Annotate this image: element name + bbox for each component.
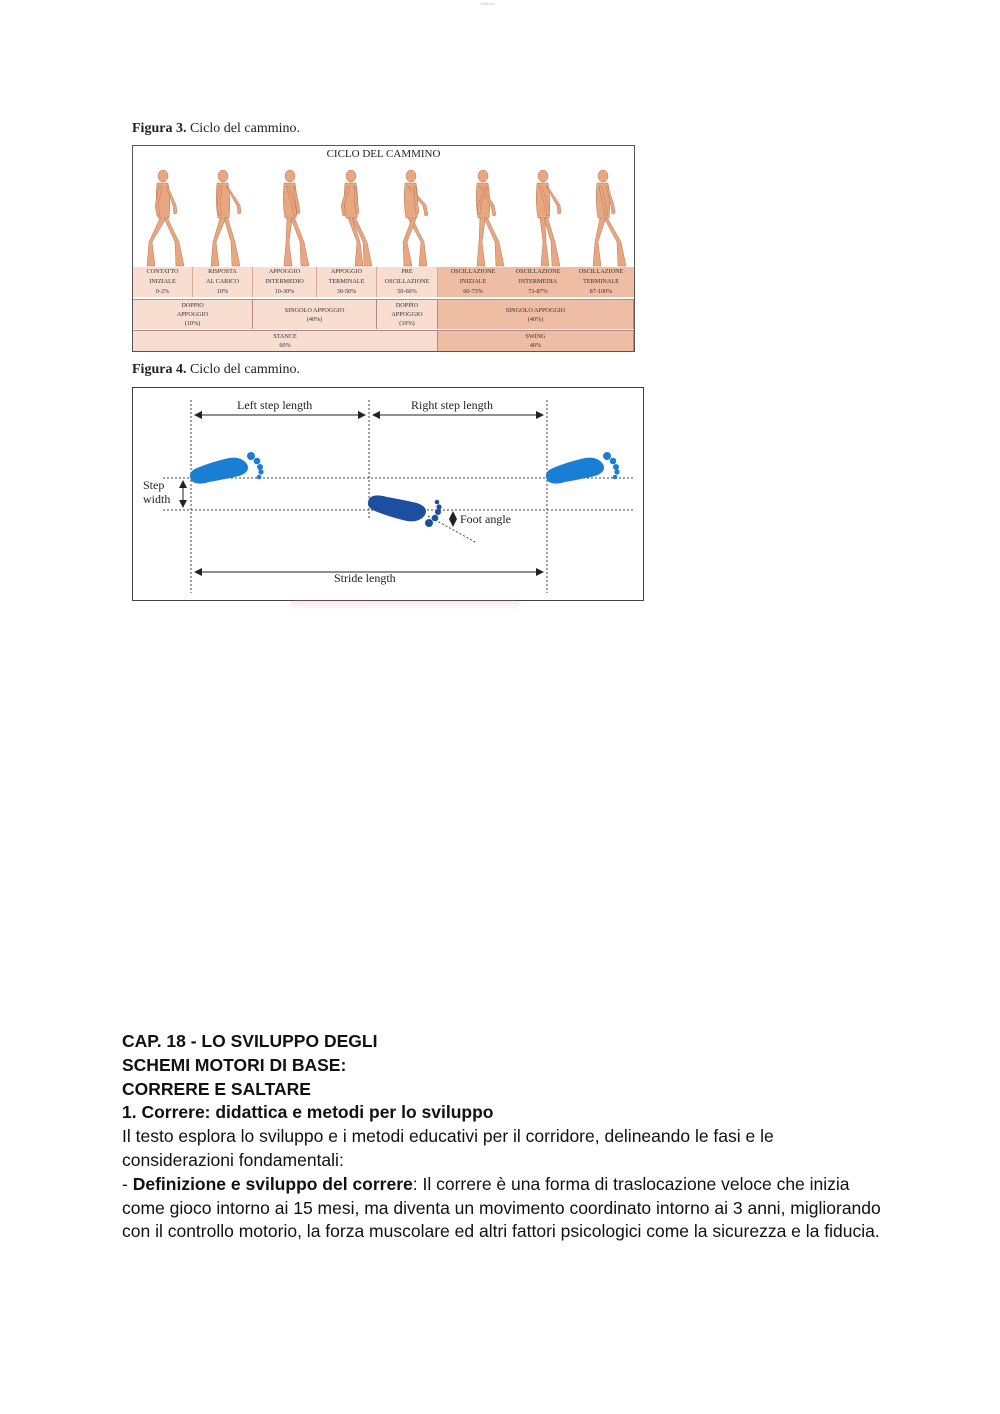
figure4-caption — [132, 362, 300, 378]
walking-figure — [211, 170, 241, 266]
support-doppio-appoggio-1: DOPPIO APPOGGIO (10%) — [133, 299, 253, 329]
walking-figure — [536, 170, 561, 266]
phase-row — [133, 267, 634, 297]
left-step-length-label: Left step length — [237, 398, 313, 412]
definition-paragraph: - Definizione e sviluppo del correre: Il correre è una forma di traslocazione veloce che inizia come gioco intorno ai 15 mesi, ma diventa un movimento coordinato intorno ai 3 anni, migliorando con il controllo motorio, la forza muscolare ed altri fattori psicologici come la sicurezza e la fiducia. — [122, 1173, 881, 1242]
walking-figure — [341, 170, 372, 266]
right-step-length-label: Right step length — [411, 398, 493, 412]
phase-contatto-iniziale: CONTATTO INIZIALE 0-2% — [133, 267, 193, 297]
support-singolo-appoggio-2: SINGOLO APPOGGIO (40%) — [438, 299, 634, 329]
section-subtitle: 1. Correre: didattica e metodi per lo sviluppo — [122, 1102, 494, 1123]
stride-length-label: Stride length — [334, 571, 396, 585]
right-footprint-icon — [546, 452, 620, 484]
phase-oscillazione-intermedia: OSCILLAZIONE INTERMEDIA 73-87% — [508, 267, 568, 297]
walking-figure — [283, 170, 309, 266]
support-doppio-appoggio-2: DOPPIO APPOGGIO (10%) — [377, 299, 438, 329]
header-watermark: Studocu — [480, 1, 495, 6]
left-footprint-icon — [190, 452, 264, 484]
faint-watermark — [290, 600, 520, 610]
walking-figure — [476, 170, 504, 266]
figure3-caption-label: Figura 3. — [132, 121, 187, 136]
walking-figure — [403, 170, 428, 266]
gait-cycle-figure — [132, 145, 635, 352]
figure3-caption — [132, 121, 300, 137]
phase-appoggio-intermedio: APPOGGIO INTERMEDIO 10-30% — [253, 267, 317, 297]
chapter-title-line-2: SCHEMI MOTORI DI BASE: — [122, 1054, 347, 1075]
chapter-title-line-3: CORRERE E SALTARE — [122, 1078, 311, 1099]
step-length-diagram — [132, 387, 644, 601]
gait-cycle-title: CICLO DEL CAMMINO — [326, 148, 441, 160]
swing-cell: SWING 40% — [438, 330, 634, 351]
phase-oscillazione-terminale: OSCILLAZIONE TERMINALE 87-100% — [568, 267, 634, 297]
support-singolo-appoggio-1: SINGOLO APPOGGIO (40%) — [253, 299, 377, 329]
phase-pre-oscillazione: PRE OSCILLAZIONE 50-60% — [377, 267, 438, 297]
stance-swing-row — [133, 330, 634, 351]
step-width-label: Step width — [143, 478, 171, 506]
stance-cell: STANCE 60% — [133, 330, 438, 351]
figure3-caption-text: Ciclo del cammino. — [186, 121, 300, 136]
chapter-section — [122, 1030, 882, 1244]
walking-figures-illustration — [133, 162, 634, 270]
phase-oscillazione-iniziale: OSCILLAZIONE INIZIALE 60-73% — [438, 267, 508, 297]
walking-figure — [147, 170, 184, 266]
foot-angle-label: Foot angle — [460, 512, 511, 526]
chapter-title-line-1: CAP. 18 - LO SVILUPPO DEGLI — [122, 1031, 378, 1051]
figure4-caption-label: Figura 4. — [132, 362, 187, 377]
intro-paragraph: Il testo esplora lo sviluppo e i metodi educativi per il corridore, delineando le fasi e le considerazioni fondamentali: — [122, 1126, 774, 1170]
step-diagram-drawing — [133, 388, 643, 600]
phase-appoggio-terminale: APPOGGIO TERMINALE 30-50% — [317, 267, 377, 297]
definition-term: Definizione e sviluppo del correre — [132, 1173, 413, 1194]
lower-footprint-icon — [368, 495, 442, 527]
walking-figure — [593, 170, 626, 266]
support-row — [133, 299, 634, 329]
phase-risposta-al-carico: RISPOSTA AL CARICO 10% — [193, 267, 253, 297]
figure4-caption-text: Ciclo del cammino. — [186, 362, 300, 377]
